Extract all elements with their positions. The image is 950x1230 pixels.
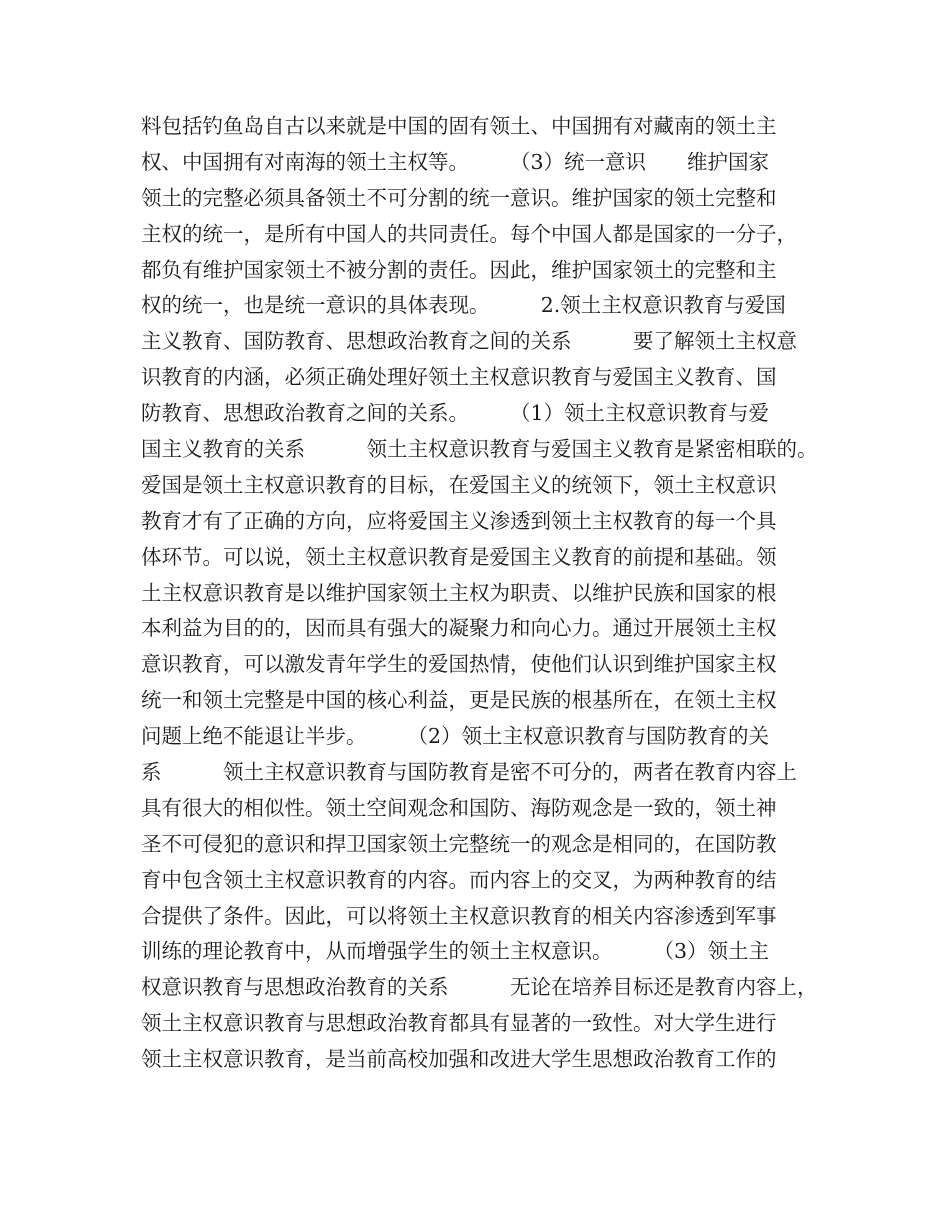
text-line: 系 领土主权意识教育与国防教育是密不可分的，两者在教育内容上 bbox=[141, 760, 797, 785]
text-line: 训练的理论教育中，从而增强学生的领土主权意识。 （3）领土主 bbox=[141, 939, 770, 964]
text-line: 权意识教育与思想政治教育的关系 无论在培养目标还是教育内容上， bbox=[141, 975, 818, 1000]
text-line: 料包括钓鱼岛自古以来就是中国的固有领土、中国拥有对藏南的领土主 bbox=[141, 114, 777, 138]
text-line: 育中包含领土主权意识教育的内容。而内容上的交叉，为两种教育的结 bbox=[141, 867, 777, 892]
text-line: 防教育、思想政治教育之间的关系。 （1）领土主权意识教育与爱 bbox=[141, 401, 770, 426]
text-line: 主义教育、国防教育、思想政治教育之间的关系 要了解领土主权意 bbox=[141, 329, 797, 354]
text-line: 土主权意识教育是以维护国家领土主权为职责、以维护民族和国家的根 bbox=[141, 580, 777, 605]
text-line: 领土主权意识教育与思想政治教育都具有显著的一致性。对大学生进行 bbox=[141, 1011, 777, 1036]
text-line: 领土的完整必须具备领土不可分割的统一意识。维护国家的领土完整和 bbox=[141, 185, 777, 210]
text-line: 主权的统一，是所有中国人的共同责任。每个中国人都是国家的一分子， bbox=[141, 221, 797, 246]
text-line: 问题上绝不能退让半步。 （2）领土主权意识教育与国防教育的关 bbox=[141, 724, 770, 749]
text-line: 权、中国拥有对南海的领土主权等。 （3）统一意识 维护国家 bbox=[141, 149, 770, 174]
text-line: 都负有维护国家领土不被分割的责任。因此，维护国家领土的完整和主 bbox=[141, 257, 777, 282]
text-line: 具有很大的相似性。领土空间观念和国防、海防观念是一致的，领土神 bbox=[141, 795, 777, 820]
text-line: 教育才有了正确的方向，应将爱国主义渗透到领土主权教育的每一个具 bbox=[141, 508, 777, 533]
text-line: 爱国是领土主权意识教育的目标，在爱国主义的统领下，领土主权意识 bbox=[141, 472, 777, 497]
text-line: 国主义教育的关系 领土主权意识教育与爱国主义教育是紧密相联的。 bbox=[141, 437, 818, 462]
text-line: 合提供了条件。因此，可以将领土主权意识教育的相关内容渗透到军事 bbox=[141, 903, 777, 928]
text-line: 识教育的内涵，必须正确处理好领土主权意识教育与爱国主义教育、国 bbox=[141, 365, 777, 390]
text-line: 权的统一，也是统一意识的具体表现。 2.领土主权意识教育与爱国 bbox=[141, 293, 786, 318]
body-text bbox=[141, 109, 831, 1078]
text-line: 本利益为目的的，因而具有强大的凝聚力和向心力。通过开展领土主权 bbox=[141, 616, 777, 641]
text-line: 领土主权意识教育，是当前高校加强和改进大学生思想政治教育工作的 bbox=[141, 1047, 777, 1072]
text-line: 意识教育，可以激发青年学生的爱国热情，使他们认识到维护国家主权 bbox=[141, 652, 777, 677]
text-line: 体环节。可以说，领土主权意识教育是爱国主义教育的前提和基础。领 bbox=[141, 544, 777, 569]
text-line: 统一和领土完整是中国的核心利益，更是民族的根基所在，在领土主权 bbox=[141, 688, 777, 713]
text-line: 圣不可侵犯的意识和捍卫国家领土完整统一的观念是相同的，在国防教 bbox=[141, 831, 777, 856]
